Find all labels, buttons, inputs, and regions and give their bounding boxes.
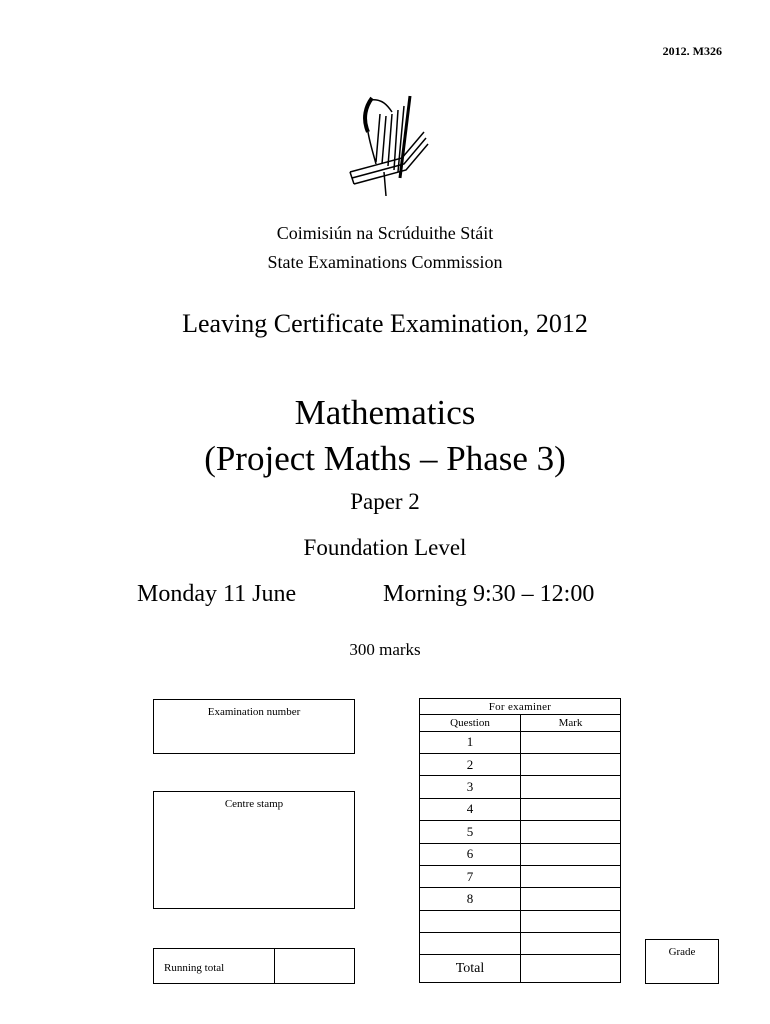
- table-row: [420, 843, 621, 865]
- table-row: [420, 798, 621, 820]
- subject-line-1: Mathematics: [294, 393, 476, 432]
- mark-cell: [521, 865, 621, 887]
- question-number: 4: [420, 798, 521, 820]
- table-row: [420, 933, 621, 955]
- centre-stamp-label: Centre stamp: [224, 798, 284, 810]
- table-row: [420, 821, 621, 843]
- question-number: 5: [420, 821, 521, 843]
- question-number: 6: [420, 843, 521, 865]
- subject-title: [0, 390, 770, 481]
- harp-logo-icon: [340, 92, 430, 198]
- question-number: 8: [420, 888, 521, 910]
- question-number: [420, 910, 521, 932]
- commission-english: State Examinations Commission: [267, 252, 503, 272]
- exam-code: 2012. M326: [662, 44, 722, 58]
- exam-title: Leaving Certificate Examination, 2012: [182, 309, 588, 338]
- running-total-box: [153, 948, 355, 984]
- question-number: 1: [420, 731, 521, 753]
- level: Foundation Level: [303, 535, 467, 560]
- paper-number: Paper 2: [350, 489, 420, 514]
- mark-cell: [521, 753, 621, 775]
- mark-cell: [521, 843, 621, 865]
- table-row: [420, 910, 621, 932]
- examination-number-box[interactable]: [153, 699, 355, 754]
- mark-cell: [521, 910, 621, 932]
- table-row: [420, 888, 621, 910]
- grade-label: Grade: [668, 946, 696, 958]
- table-row: [420, 776, 621, 798]
- exam-day: Monday 11 June: [137, 581, 297, 607]
- running-total-label: Running total: [164, 962, 225, 974]
- commission-irish: Coimisiún na Scrúduithe Stáit: [276, 223, 494, 243]
- total-row: [420, 955, 621, 983]
- examination-number-label: Examination number: [207, 706, 301, 718]
- question-number: 7: [420, 865, 521, 887]
- mark-cell: [521, 798, 621, 820]
- centre-stamp-box: [153, 791, 355, 909]
- mark-cell: [521, 888, 621, 910]
- question-number: 3: [420, 776, 521, 798]
- mark-column-header: Mark: [521, 715, 621, 731]
- subject-line-2: (Project Maths – Phase 3): [204, 438, 566, 478]
- question-column-header: Question: [420, 715, 521, 731]
- table-row: [420, 865, 621, 887]
- running-total-divider: [274, 949, 275, 983]
- table-row: [420, 753, 621, 775]
- mark-cell: [521, 776, 621, 798]
- exam-time: Morning 9:30 – 12:00: [383, 581, 595, 607]
- table-row: [420, 731, 621, 753]
- examiner-table-title: For examiner: [420, 699, 621, 715]
- total-marks: 300 marks: [349, 640, 421, 659]
- question-number: 2: [420, 753, 521, 775]
- mark-cell: [521, 821, 621, 843]
- grade-box: [645, 939, 719, 984]
- mark-cell: [521, 731, 621, 753]
- total-mark-cell: [521, 955, 621, 983]
- question-number: [420, 933, 521, 955]
- examiner-table: [419, 698, 621, 983]
- mark-cell: [521, 933, 621, 955]
- total-label: Total: [420, 955, 521, 983]
